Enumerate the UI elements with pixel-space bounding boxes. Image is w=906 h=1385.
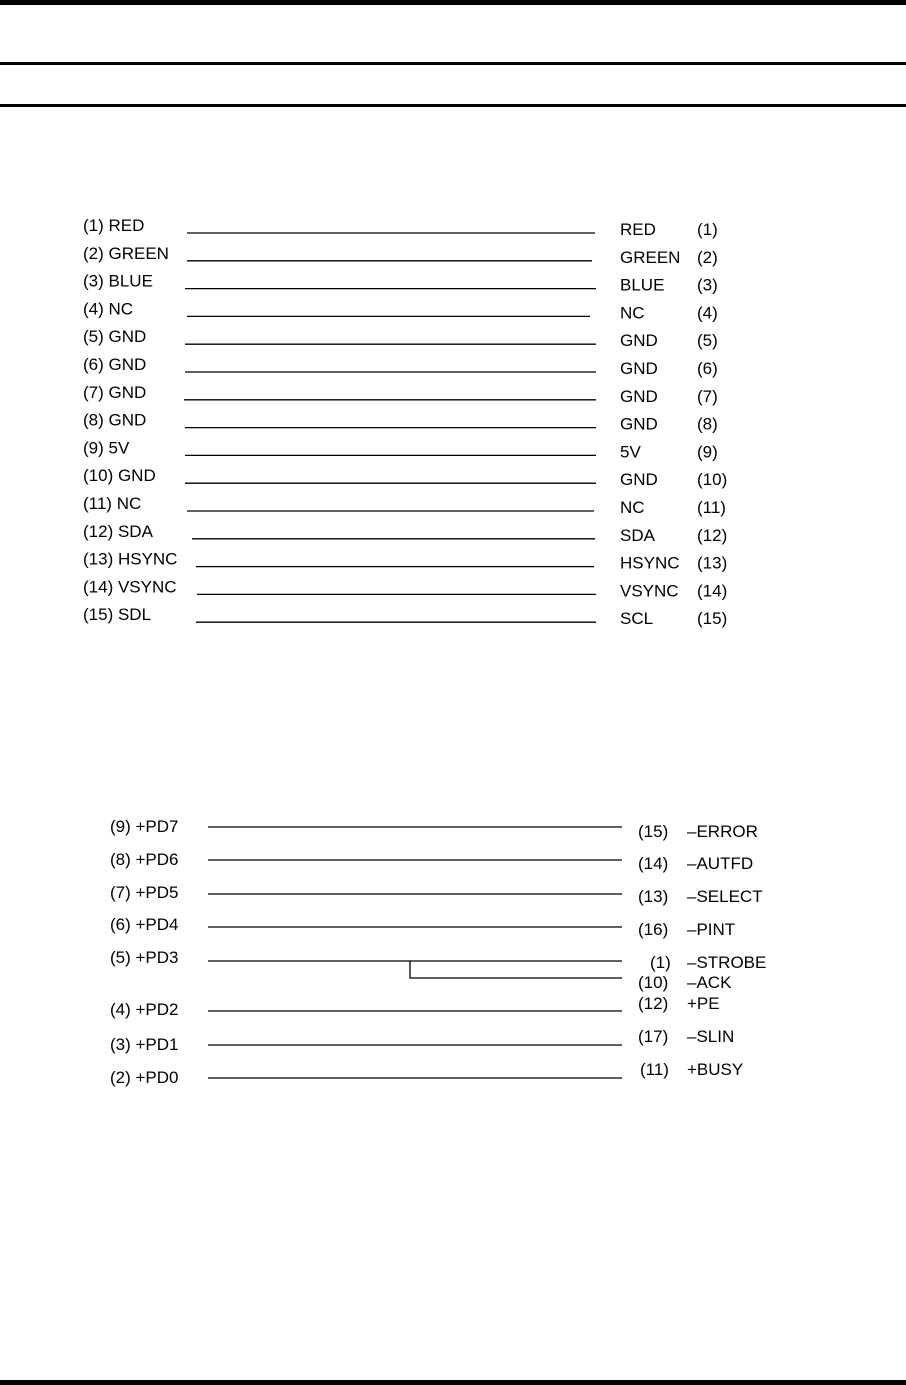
crt-right-signal-label: RED (620, 220, 656, 239)
printer-right-pin-number: (17) (638, 1027, 669, 1046)
crt-right-signal-label: NC (620, 303, 645, 323)
crt-right-pin-number: (12) (697, 525, 728, 545)
crt-right-signal-label: HSYNC (620, 553, 680, 573)
header-lower-rule (0, 104, 906, 107)
printer-left-pin-label: (4) +PD2 (110, 1000, 179, 1019)
crt-right-pin-number: (4) (697, 303, 718, 323)
crt-left-pin-label: (8) GND (83, 410, 147, 430)
crt-left-pin-label: (13) HSYNC (83, 549, 178, 569)
crt-left-pin-label: (2) GREEN (83, 243, 169, 263)
crt-right-pin-number: (3) (697, 275, 718, 295)
printer-right-signal-label: –AUTFD (687, 854, 754, 873)
crt-left-pin-label: (12) SDA (83, 521, 153, 541)
crt-right-pin-number: (6) (697, 359, 718, 378)
crt-right-signal-label: SDA (620, 525, 655, 545)
printer-right-pin-number: (1) (650, 953, 671, 972)
printer-wiring-diagram (0, 810, 906, 1100)
crt-right-pin-number: (13) (697, 553, 728, 573)
crt-right-signal-label: NC (620, 498, 645, 517)
footer-rule (0, 1380, 906, 1385)
crt-right-signal-label: GREEN (620, 247, 681, 267)
crt-left-pin-label: (5) GND (83, 327, 147, 347)
printer-right-signal-label: –SLIN (687, 1027, 735, 1046)
crt-right-signal-label: GND (620, 386, 658, 406)
printer-left-pin-label: (7) +PD5 (110, 883, 179, 902)
printer-right-signal-label: –ERROR (687, 822, 758, 841)
crt-right-pin-number: (10) (697, 470, 728, 490)
crt-right-pin-number: (1) (697, 220, 718, 239)
crt-left-pin-label: (3) BLUE (83, 271, 153, 291)
crt-right-signal-label: GND (620, 470, 658, 490)
printer-right-pin-number: (11) (640, 1060, 669, 1079)
crt-right-pin-number: (8) (697, 414, 718, 434)
crt-right-signal-label: 5V (620, 442, 641, 462)
printer-left-pin-label: (8) +PD6 (110, 850, 179, 869)
printer-right-pin-number: (15) (638, 822, 669, 841)
printer-right-signal-label: +BUSY (687, 1060, 744, 1079)
crt-right-signal-label: SCL (620, 609, 654, 629)
printer-left-pin-label: (9) +PD7 (110, 817, 179, 836)
crt-right-pin-number: (14) (697, 581, 728, 601)
crt-left-pin-label: (6) GND (83, 355, 147, 374)
printer-left-pin-label: (2) +PD0 (110, 1068, 179, 1087)
printer-right-signal-label: –PINT (687, 920, 736, 939)
printer-left-pin-label: (6) +PD4 (110, 915, 179, 934)
crt-wiring-diagram (0, 215, 906, 645)
crt-left-pin-label: (14) VSYNC (83, 577, 177, 597)
crt-right-signal-label: VSYNC (620, 581, 679, 601)
crt-right-signal-label: GND (620, 414, 658, 434)
crt-left-pin-label: (10) GND (83, 466, 156, 486)
crt-right-pin-number: (11) (697, 498, 726, 517)
crt-right-pin-number: (9) (697, 442, 718, 462)
printer-right-pin-number: (13) (638, 887, 669, 906)
crt-right-signal-label: GND (620, 359, 658, 378)
header-middle-rule (0, 62, 906, 65)
printer-right-pin-number: (10) (638, 973, 669, 992)
crt-right-pin-number: (15) (697, 609, 728, 629)
printer-right-signal-label: –STROBE (687, 953, 767, 972)
printer-right-pin-number: (12) (638, 994, 669, 1013)
crt-left-pin-label: (1) RED (83, 216, 145, 235)
crt-left-pin-label: (4) NC (83, 299, 134, 319)
crt-right-pin-number: (5) (697, 331, 718, 351)
crt-right-pin-number: (2) (697, 247, 718, 267)
crt-left-pin-label: (11) NC (83, 494, 142, 513)
printer-right-signal-label: –ACK (687, 973, 732, 992)
printer-right-pin-number: (16) (638, 920, 669, 939)
printer-right-pin-number: (14) (638, 854, 669, 873)
crt-right-signal-label: GND (620, 331, 658, 351)
printer-left-pin-label: (5) +PD3 (110, 948, 179, 967)
crt-left-pin-label: (7) GND (83, 382, 147, 402)
printer-right-signal-label: +PE (687, 994, 720, 1013)
printer-left-pin-label: (3) +PD1 (110, 1035, 179, 1054)
crt-left-pin-label: (9) 5V (83, 438, 130, 458)
crt-right-signal-label: BLUE (620, 275, 665, 295)
crt-right-pin-number: (7) (697, 386, 718, 406)
crt-left-pin-label: (15) SDL (83, 605, 152, 625)
printer-wire-branch (410, 961, 622, 978)
header-top-rule (0, 0, 906, 5)
printer-right-signal-label: –SELECT (687, 887, 763, 906)
